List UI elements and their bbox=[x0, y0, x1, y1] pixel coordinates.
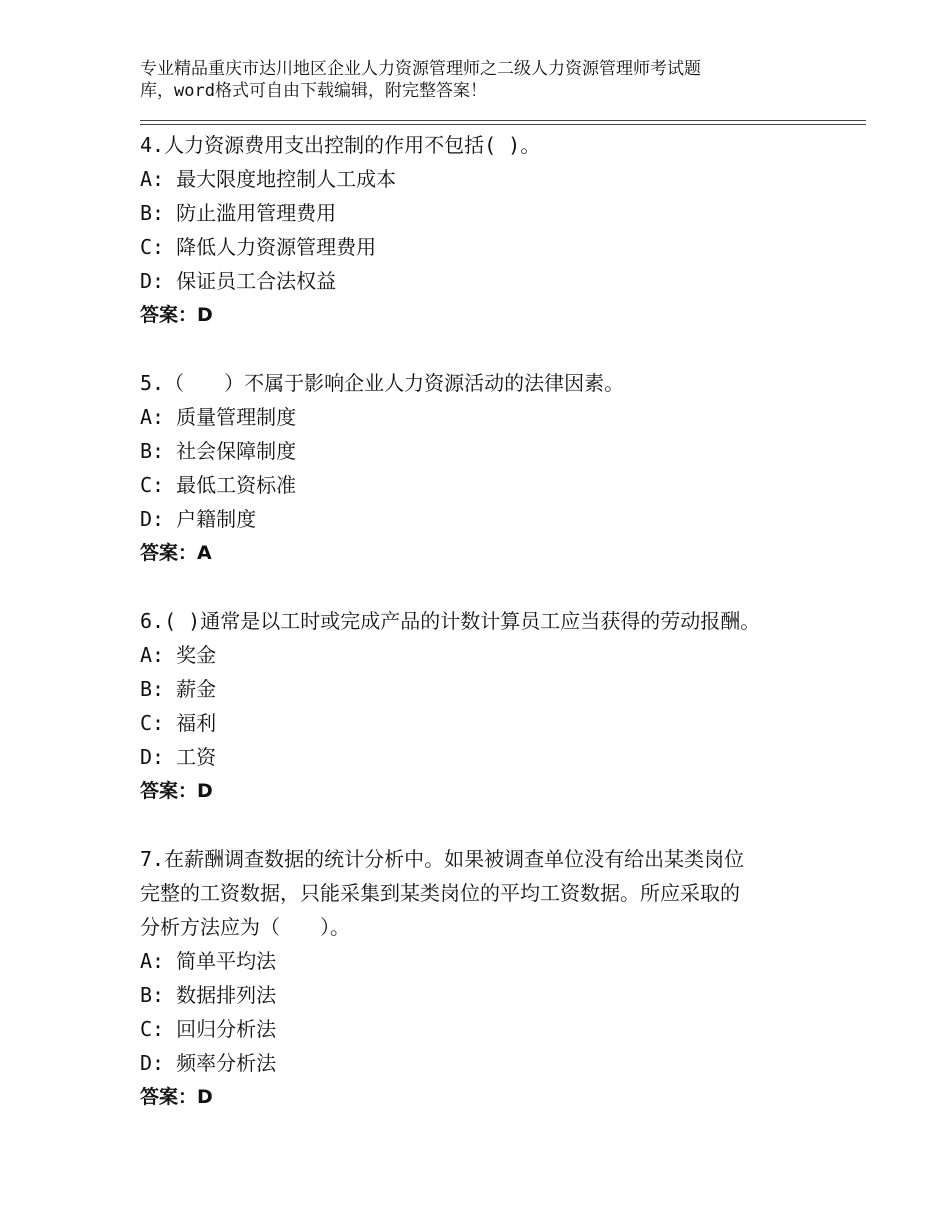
header-line-2: 库，word格式可自由下载编辑，附完整答案！ bbox=[140, 81, 487, 101]
option-b: B: 社会保障制度 bbox=[140, 439, 297, 463]
question-stem-line-3: 分析方法应为（ ）。 bbox=[140, 915, 350, 939]
question-list bbox=[140, 128, 840, 1114]
option-b: B: 防止滥用管理费用 bbox=[140, 201, 337, 225]
option-b: B: 数据排列法 bbox=[140, 983, 277, 1007]
option-d: D: 户籍制度 bbox=[140, 507, 257, 531]
answer-line: 答案：D bbox=[140, 304, 213, 326]
option-d: D: 工资 bbox=[140, 745, 217, 769]
question-block bbox=[140, 604, 840, 808]
header-divider-top bbox=[140, 120, 866, 121]
question-stem: 4.人力资源费用支出控制的作用不包括( )。 bbox=[140, 133, 541, 157]
question-block bbox=[140, 842, 840, 1114]
option-a: A: 简单平均法 bbox=[140, 949, 277, 973]
option-a: A: 奖金 bbox=[140, 643, 217, 667]
document-header bbox=[140, 58, 790, 102]
question-spacer bbox=[140, 570, 840, 604]
option-a: A: 最大限度地控制人工成本 bbox=[140, 167, 397, 191]
question-spacer bbox=[140, 808, 840, 842]
question-stem-line-1: 7.在薪酬调查数据的统计分析中。如果被调查单位没有给出某类岗位 bbox=[140, 847, 745, 871]
question-block bbox=[140, 366, 840, 570]
answer-line: 答案：D bbox=[140, 780, 213, 802]
header-line-1: 专业精品重庆市达川地区企业人力资源管理师之二级人力资源管理师考试题 bbox=[140, 59, 701, 79]
option-c: C: 回归分析法 bbox=[140, 1017, 277, 1041]
option-a: A: 质量管理制度 bbox=[140, 405, 297, 429]
question-spacer bbox=[140, 332, 840, 366]
header-divider-bottom bbox=[140, 124, 866, 125]
question-stem: 6.( )通常是以工时或完成产品的计数计算员工应当获得的劳动报酬。 bbox=[140, 609, 761, 633]
option-c: C: 降低人力资源管理费用 bbox=[140, 235, 377, 259]
option-b: B: 薪金 bbox=[140, 677, 217, 701]
answer-line: 答案：A bbox=[140, 542, 212, 564]
option-c: C: 最低工资标准 bbox=[140, 473, 297, 497]
option-d: D: 保证员工合法权益 bbox=[140, 269, 337, 293]
question-block bbox=[140, 128, 840, 332]
question-stem-line-2: 完整的工资数据，只能采集到某类岗位的平均工资数据。所应采取的 bbox=[140, 881, 740, 905]
question-stem: 5.（ ）不属于影响企业人力资源活动的法律因素。 bbox=[140, 371, 625, 395]
option-d: D: 频率分析法 bbox=[140, 1051, 277, 1075]
answer-line: 答案：D bbox=[140, 1086, 213, 1108]
option-c: C: 福利 bbox=[140, 711, 217, 735]
